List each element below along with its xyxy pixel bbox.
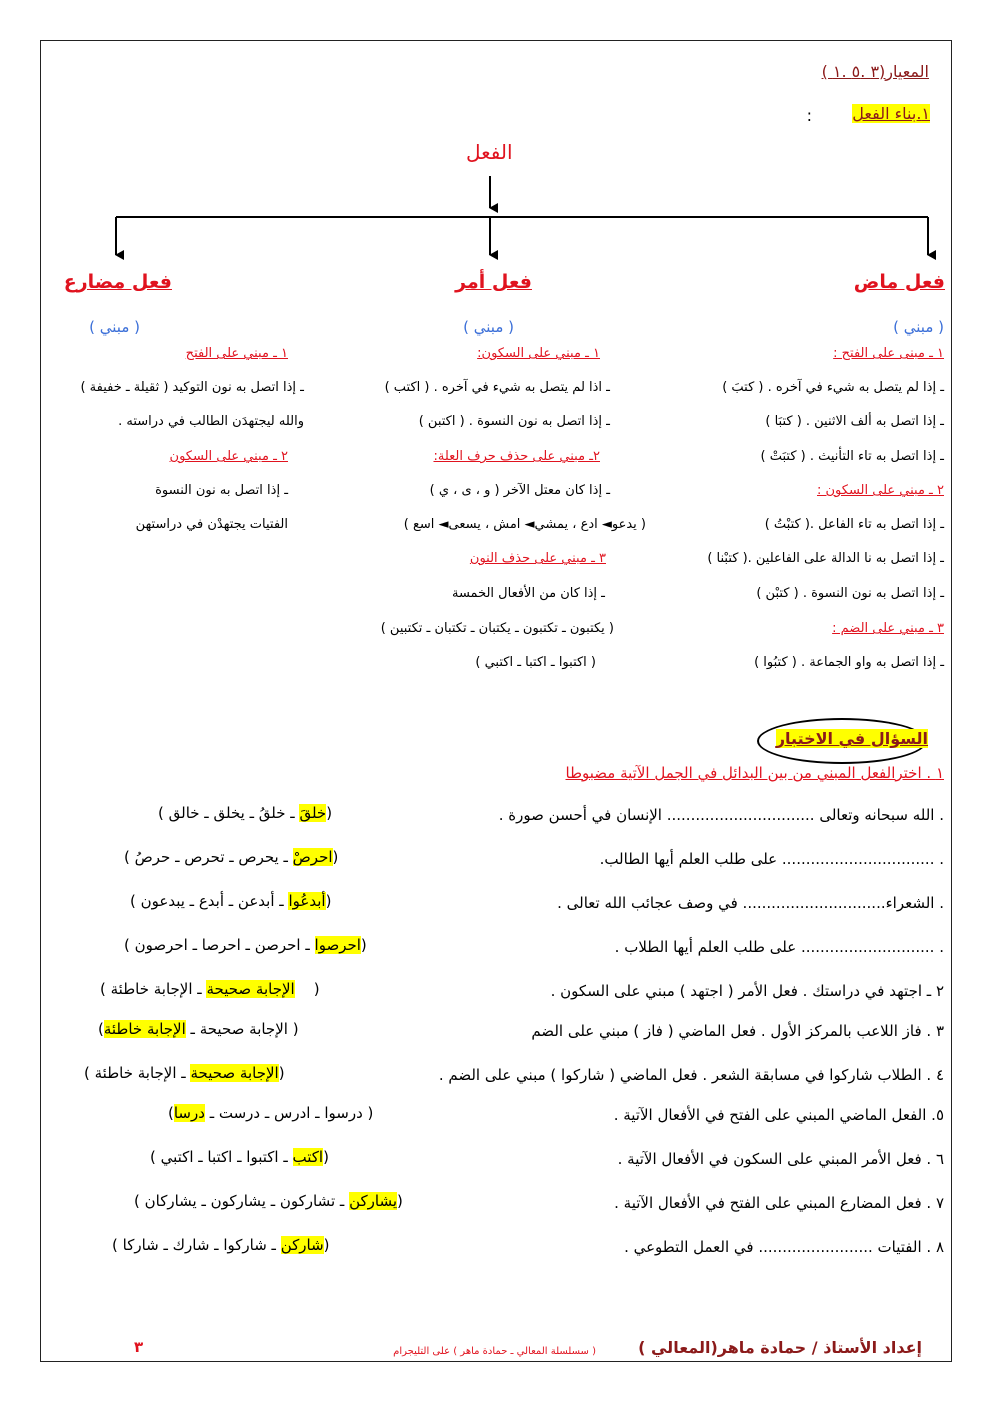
quiz-options: ) bbox=[168, 1104, 174, 1122]
quiz-answer: الإجابة صحيحة bbox=[190, 1064, 279, 1082]
choices-open-paren: ( bbox=[323, 1148, 329, 1166]
quiz-question: ٨ . الفتيات ........................ في العمل التطوعي . bbox=[624, 1238, 944, 1256]
quiz-instruction: ١ . اخترالفعل المبني من بين البدائل في الجمل الآتية مضبوطا bbox=[565, 764, 944, 782]
choices-open-paren: ( bbox=[332, 848, 339, 866]
past-rule: ـ إذا اتصل به نا الدالة على الفاعلين .( كتبْنا ) bbox=[707, 551, 944, 566]
past-title: فعل ماض bbox=[853, 271, 945, 293]
tree-root: الفعل bbox=[466, 140, 513, 164]
imperative-rule: ـ اذا لم يتصل به شيء في آخره . ( اكتب ) bbox=[384, 380, 610, 395]
quiz-question: ٣ . فاز اللاعب بالمركز الأول . فعل الماضي ( فاز ) مبني على الضم bbox=[531, 1022, 944, 1040]
quiz-question: ٤ . الطلاب شاركوا في مسابقة الشعر . فعل الماضي ( شاركوا ) مبني على الضم . bbox=[438, 1066, 944, 1084]
quiz-choices bbox=[158, 804, 332, 822]
present-title: فعل مضارع bbox=[63, 271, 172, 293]
quiz-options: ـ الإجابة خاطئة ) bbox=[84, 1064, 186, 1082]
quiz-choices bbox=[84, 1064, 285, 1082]
present-heading: ١ ـ مبني على الفتح bbox=[185, 346, 288, 361]
quiz-pre-options: ( الإجابة صحيحة ـ bbox=[190, 1020, 299, 1038]
quiz-options: ـ الإجابة خاطئة ) bbox=[100, 980, 202, 998]
tree-connectors bbox=[0, 0, 992, 270]
quiz-answer: اكتب bbox=[292, 1148, 324, 1166]
quiz-choices bbox=[168, 1104, 373, 1122]
past-rule: ـ إذا اتصل به تاء التأنيث . ( كتبَتْ ) bbox=[760, 449, 944, 464]
page-number: ٣ bbox=[134, 1338, 144, 1356]
choices-open-paren: ( bbox=[360, 936, 367, 954]
quiz-options: ) bbox=[98, 1020, 104, 1038]
choices-open-paren: ( bbox=[278, 1064, 285, 1082]
imperative-rule: ـ إذا اتصل به نون النسوة . ( اكتبن ) bbox=[418, 414, 610, 429]
imperative-rule: ـ إذا كان من الأفعال الخمسة bbox=[451, 586, 605, 601]
past-rule: ـ إذا اتصل به تاء الفاعل .( كتبْتُ ) bbox=[764, 517, 944, 532]
quiz-choices bbox=[124, 848, 338, 866]
quiz-question: . الله سبحانه وتعالى ............................... الإنسان في أحسن صورة . bbox=[498, 806, 944, 824]
past-rule: ـ إذا لم يتصل به شيء في آخره . ( كتبَ ) bbox=[722, 380, 944, 395]
quiz-choices bbox=[112, 1236, 330, 1254]
quiz-options: ـ شاركوا ـ شارك ـ شاركا ) bbox=[112, 1236, 276, 1254]
imperative-rule: ( يدعو◄ ادع ، يمشي◄ امش ، يسعى◄ اسع ) bbox=[403, 517, 646, 532]
quiz-answer: يشاركن bbox=[349, 1192, 398, 1210]
quiz-choices bbox=[150, 1148, 329, 1166]
past-rule: ـ إذا اتصل به نون النسوة . ( كتبْن ) bbox=[756, 586, 944, 601]
quiz-options: ـ احرصن ـ احرصا ـ احرصون ) bbox=[124, 936, 310, 954]
quiz-title: السؤال في الاختبار bbox=[775, 729, 928, 748]
choices-open-paren: ( bbox=[326, 804, 333, 822]
standard-label: المعيار(٣ .٥ .١ ) bbox=[821, 62, 929, 81]
imperative-heading: ١ ـ مبني على السكون: bbox=[477, 346, 600, 361]
imperative-heading: ٢ـ مبني على حذف حرف العلة: bbox=[433, 449, 600, 464]
section-title: ١.بناء الفعل bbox=[852, 104, 930, 123]
past-heading: ٣ ـ مبني على الضم : bbox=[832, 621, 944, 636]
quiz-pre-options: ( درسوا ـ ادرس ـ درست ـ bbox=[209, 1104, 374, 1122]
quiz-question: ٧ . فعل المضارع المبني على الفتح في الأفعال الآتية . bbox=[614, 1194, 944, 1212]
imperative-rule: ( اكتبوا ـ اكتبا ـ اكتبي ) bbox=[475, 655, 596, 670]
quiz-options: ـ خلقُ ـ يخلق ـ خالق ) bbox=[158, 804, 295, 822]
quiz-title-row bbox=[776, 729, 928, 748]
quiz-answer: احرصْ bbox=[292, 848, 333, 866]
past-heading: ١ ـ مبنى على الفتح : bbox=[833, 346, 944, 361]
quiz-answer: شاركن bbox=[280, 1236, 324, 1254]
imperative-status: ( مبني ) bbox=[463, 318, 514, 336]
footer-channel: ( سسلسلة المعالي ـ حمادة ماهر ) على التليجرام bbox=[393, 1346, 596, 1357]
past-rule: ـ إذا اتصل به واو الجماعة . ( كتبُوا ) bbox=[754, 655, 944, 670]
quiz-answer: درسا bbox=[173, 1104, 205, 1122]
quiz-answer: احرصوا bbox=[314, 936, 361, 954]
choices-open-paren: ( bbox=[323, 1236, 330, 1254]
quiz-options: ـ اكتبوا ـ اكتبا ـ اكتبي ) bbox=[150, 1148, 288, 1166]
choices-open-paren: ( bbox=[397, 1192, 403, 1210]
choices-open-paren: ( bbox=[313, 980, 320, 998]
quiz-question: . الشعراء.............................. في وصف عجائب الله تعالى . bbox=[557, 894, 944, 912]
section-title-colon: : bbox=[806, 106, 812, 125]
quiz-answer: الإجابة صحيحة bbox=[206, 980, 295, 998]
quiz-options: ـ أبدعن ـ أبدع ـ يبدعون ) bbox=[130, 892, 284, 910]
quiz-answer: الإجابة خاطئة bbox=[103, 1020, 186, 1038]
imperative-rule: ـ إذا كان معتل الآخر ( و ، ى ، ي ) bbox=[429, 483, 610, 498]
imperative-rule: ( يكتبون ـ تكتبون ـ يكتبان ـ تكتبان ـ تكتبين ) bbox=[380, 621, 614, 636]
quiz-choices bbox=[100, 980, 320, 998]
past-status: ( مبني ) bbox=[893, 318, 944, 336]
quiz-options: ـ يحرص ـ تحرص ـ حرصُ ) bbox=[124, 848, 288, 866]
quiz-choices bbox=[98, 1020, 299, 1038]
quiz-choices bbox=[130, 892, 331, 910]
quiz-options: ـ تشاركون ـ يشاركون ـ يشاركان ) bbox=[134, 1192, 345, 1210]
imperative-title: فعل أمر bbox=[455, 271, 532, 293]
quiz-answer: أبدعُوا bbox=[288, 892, 326, 910]
quiz-question: . ................................ على طلب العلم أيها الطالب. bbox=[599, 850, 944, 868]
quiz-question: . ............................ على طلب العلم أيها الطلاب . bbox=[614, 938, 944, 956]
imperative-heading: ٣ ـ مبني على حذف النون bbox=[469, 551, 606, 566]
past-rule: ـ إذا اتصل به ألف الاثنين . ( كتبَا ) bbox=[765, 414, 944, 429]
present-heading: ٢ ـ مبني على السكون bbox=[169, 449, 288, 464]
present-rule: الفتيات يجتهدْن في دراستهن bbox=[135, 517, 288, 532]
quiz-question: ٦ . فعل الأمر المبني على السكون في الأفعال الآتية . bbox=[617, 1150, 944, 1168]
quiz-question: ٥. الفعل الماضي المبني على الفتح في الأفعال الآتية . bbox=[613, 1106, 944, 1124]
present-status: ( مبني ) bbox=[89, 318, 140, 336]
quiz-answer: خلقَ bbox=[299, 804, 327, 822]
footer-author: إعداد الأستاذ / حمادة ماهر(المعالي ) bbox=[638, 1338, 922, 1357]
present-rule: ـ إذا اتصل به نون النسوة bbox=[155, 483, 288, 498]
present-rule: والله ليجتهدَن الطالب في دراسته . bbox=[118, 414, 304, 429]
quiz-question: ٢ ـ اجتهد في دراستك . فعل الأمر ( اجتهد ) مبني على السكون . bbox=[550, 982, 944, 1000]
present-rule: ـ إذا اتصل به نون التوكيد ( ثقيلة ـ خفيفة ) bbox=[80, 380, 304, 395]
quiz-choices bbox=[124, 936, 367, 954]
past-heading: ٢ ـ مبني على السكون : bbox=[817, 483, 944, 498]
choices-open-paren: ( bbox=[325, 892, 332, 910]
quiz-choices bbox=[134, 1192, 403, 1210]
